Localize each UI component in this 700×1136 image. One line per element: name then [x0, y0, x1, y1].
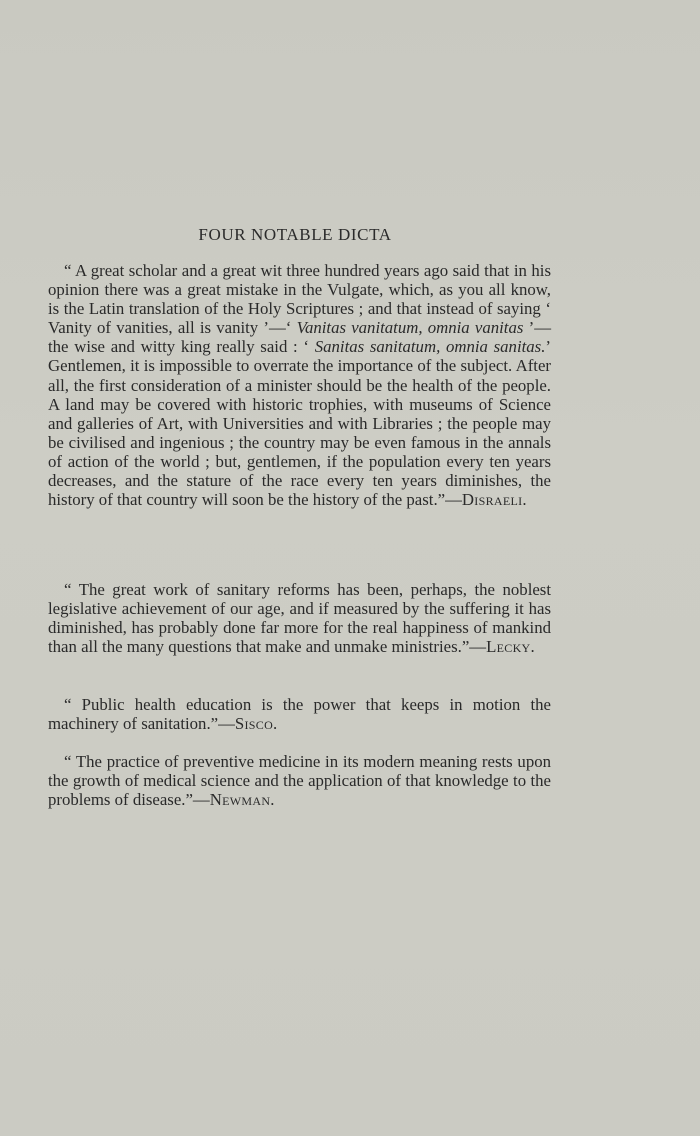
quote-disraeli — [48, 261, 551, 509]
quote-sisco — [48, 695, 551, 733]
quote-text: ’ Gentlemen, it is impossible to overrate the importance of the subject. After all, the first consideration of a minister should be the health of the people. A land may be covered with historic trophies, with museums of Science and galleries of Art, with Universities and with Libraries ; the people may be civilised and ingenious ; the country may be even famous in the annals of action of the world ; but, gentlemen, if the population every ten years decreases, and the stature of the race every ten years diminishes, the history of that country will soon be the history of the past.”— — [48, 337, 551, 510]
quote-author: Sisco. — [234, 714, 278, 734]
quote-author: Newman. — [209, 790, 275, 810]
quote-text: The great work of sanitary reforms has been, perhaps, the noblest legislative achievement of our age, and if measured by the suffering it has diminished, has probably done far more for the real happiness of mankind than all the many questions that make and unmake ministries.”— — [48, 580, 551, 657]
quote-text: ’—the wise and witty king really said : ‘ — [48, 318, 551, 357]
quote-text: The practice of preventive medicine in its modern meaning rests upon the growth of medical science and the application of that knowledge to the problems of disease.”— — [48, 752, 551, 810]
latin-phrase: Sanitas sanitatum, omnia sanitas. — [314, 337, 546, 357]
open-quote: “ — [64, 752, 76, 771]
open-quote: “ — [64, 695, 82, 714]
quote-text: Public health education is the power that keeps in motion the machinery of sanitation.”— — [48, 695, 551, 734]
quote-newman — [48, 752, 551, 809]
open-quote: “ — [64, 261, 76, 280]
quote-author: Lecky. — [486, 637, 535, 657]
quote-text: A great scholar and a great wit three hundred years ago said that in his opinion there was a great mistake in the Vulgate, which, as you all know, is the Latin translation of the Holy Scriptures ; and that instead of saying ‘ Vanity of vanities, all is vanity ’—‘ — [48, 261, 551, 338]
quote-lecky — [48, 580, 551, 656]
quote-author: Disraeli. — [461, 490, 527, 510]
page-title: FOUR NOTABLE DICTA — [198, 225, 392, 244]
open-quote: “ — [64, 580, 79, 599]
latin-phrase: Vanitas vanitatum, omnia vanitas — [296, 318, 524, 338]
